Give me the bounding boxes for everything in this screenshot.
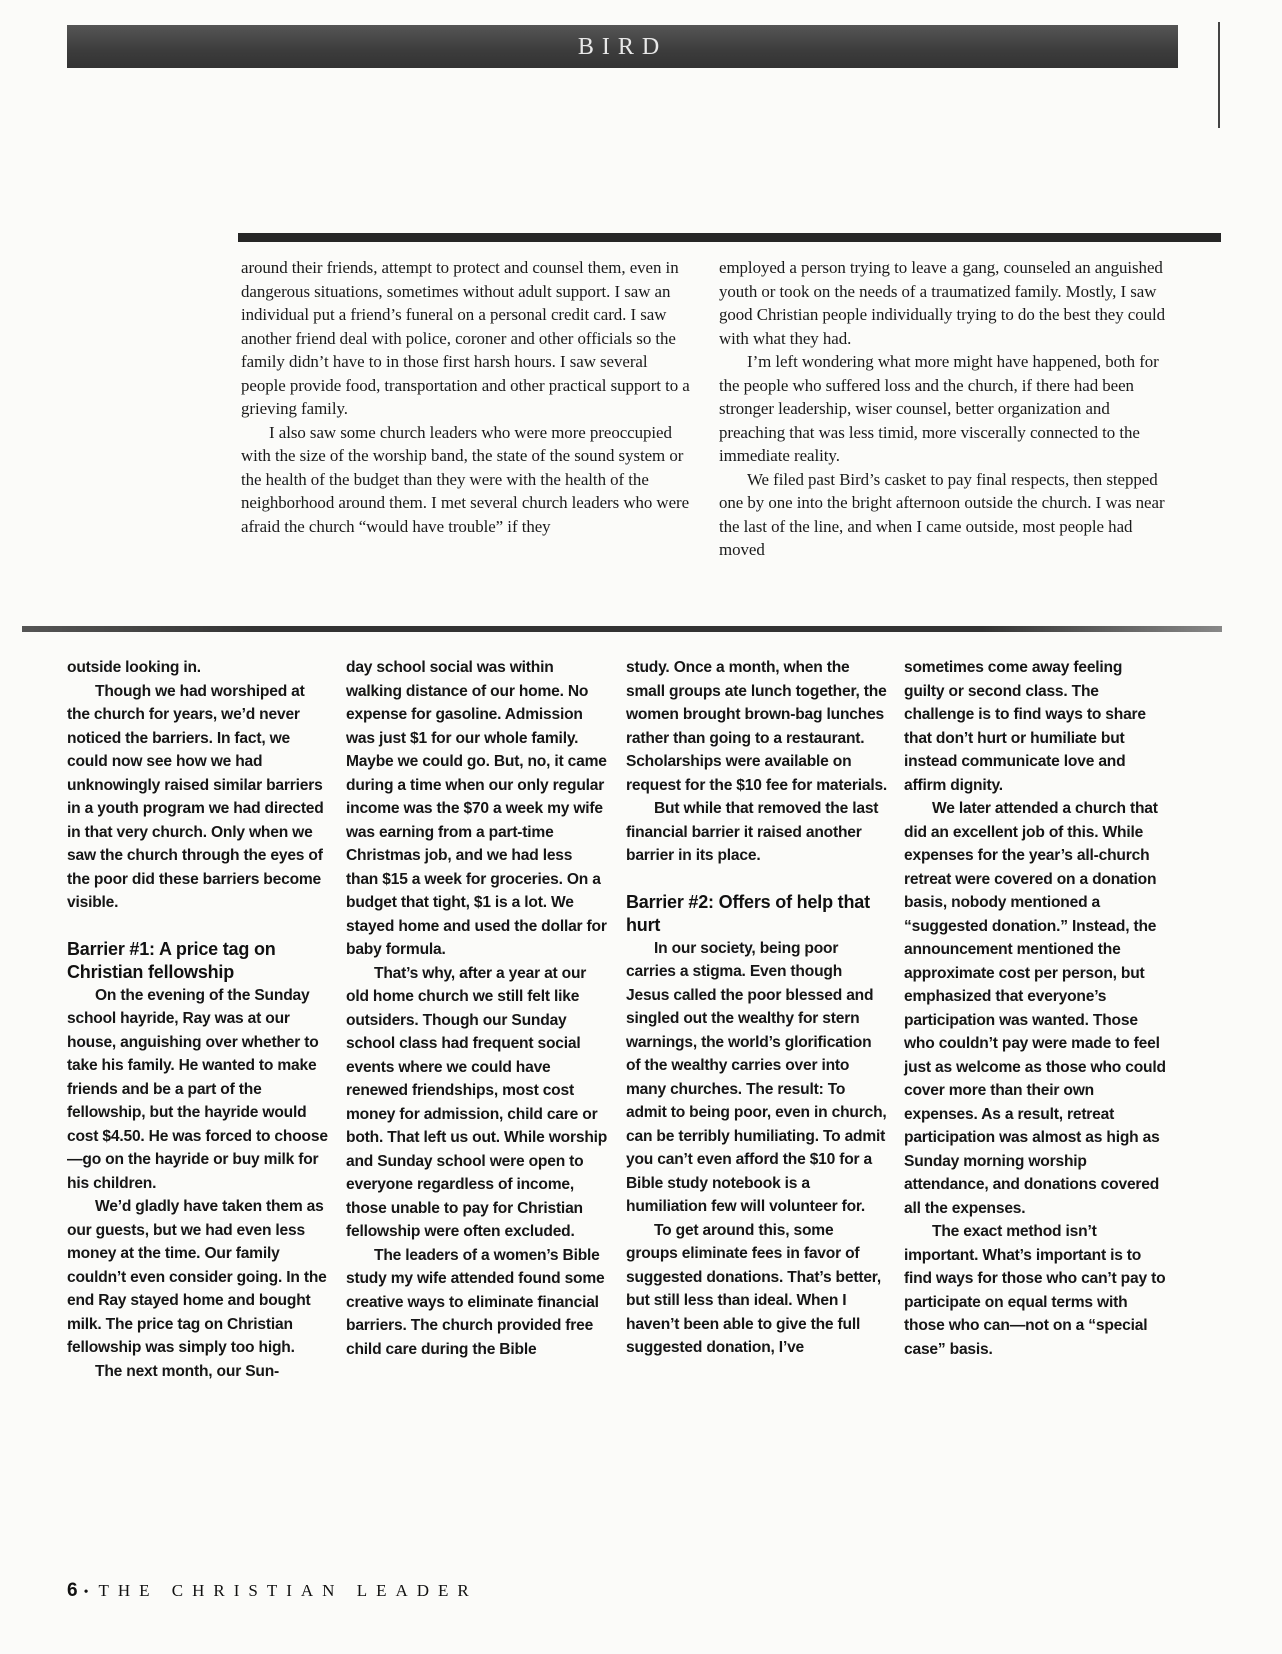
paragraph: The next month, our Sun- [95,1362,280,1380]
paragraph: To get around this, some groups eliminate fees in favor of suggested donations. That’s better, but still less than ideal. When I haven’t been able to give the full suggested donation, I’ve [626,1221,881,1356]
paragraph: In our society, being poor carries a stigma. Even though Jesus called the poor blessed and singled out the wealthy for stern warnings, the world’s glorification of the wealthy carries over into many churches. The result: To admit to being poor, even in church, can be terribly humiliating. To admit you can’t even afford the $10 for a Bible study notebook is a humiliation few will volunteer for. [626,939,887,1215]
paragraph: around their friends, attempt to protect and counsel them, even in dangerous situations, sometimes without adult support. I saw an individual put a friend’s funeral on a personal credit card. I saw another friend deal with police, coroner and other officials so the family didn’t have to in those first harsh hours. I saw several people provide food, transportation and other practical support to a grieving family. [241,258,690,418]
subheading-barrier-1: Barrier #1: A price tag on Christian fellowship [67,938,276,982]
section-title: BIRD [577,34,668,60]
paragraph: That’s why, after a year at our old home church we still felt like outsiders. Though our Sunday school class had frequent social events where we could have renewed friendships, most cost money for admission, child care or both. That left us out. While worship and Sunday school were open to everyone regardless of income, those unable to pay for Christian fellowship were often excluded. [346,964,608,1240]
top-rule [238,233,1221,242]
middle-rule [22,626,1222,632]
lower-column-1 [67,656,329,1383]
subheading-barrier-2: Barrier #2: Offers of help that hurt [626,891,870,935]
section-header-bar [67,25,1178,68]
page-edge-rule [1218,22,1220,128]
bullet-separator: • [83,1585,89,1600]
upper-column-1 [241,256,693,538]
paragraph: On the evening of the Sunday school hayride, Ray was at our house, anguishing over whether to take his family. He wanted to make friends and be a part of the fellowship, but the hayride would cost $4.50. He was forced to choose—go on the hayride or buy milk for his children. [67,986,328,1192]
paragraph: But while that removed the last financial barrier it raised another barrier in its place. [626,800,879,864]
paragraph: study. Once a month, when the small groups ate lunch together, the women brought brown-bag lunches rather than going to a restaurant. Scholarships were available on request for the $10 fee for materials. [626,659,888,794]
paragraph: employed a person trying to leave a gang, counseled an anguished youth or took on the needs of a traumatized family. Mostly, I saw good Christian people individually trying to do the best they could with what they had. [719,258,1166,348]
lower-column-4 [904,656,1166,1361]
upper-column-2 [719,256,1171,562]
paragraph: day school social was within walking distance of our home. No expense for gasoline. Admission was just $1 for our whole family. Maybe we could go. But, no, it came during a time when our only regular income was the $70 a week my wife was earning from a part-time Christmas job, and we had less than $15 a week for groceries. On a budget that tight, $1 is a lot. We stayed home and used the dollar for baby formula. [346,659,607,958]
page-footer [67,1580,478,1602]
paragraph: The exact method isn’t important. What’s important is to find ways for those who can’t pay to participate on equal terms with those who can—not on a “special case” basis. [904,1223,1166,1358]
paragraph: We filed past Bird’s casket to pay final respects, then stepped one by one into the bright afternoon outside the church. I was near the last of the line, and when I came outside, most people had moved [719,469,1165,559]
paragraph: sometimes come away feeling guilty or second class. The challenge is to find ways to share that don’t hurt or humiliate but instead communicate love and affirm dignity. [904,659,1146,794]
paragraph: The leaders of a women’s Bible study my wife attended found some creative ways to eliminate financial barriers. The church provided free child care during the Bible [346,1246,605,1358]
page-number: 6 [67,1580,78,1601]
paragraph: I’m left wondering what more might have happened, both for the people who suffered loss and the church, if there had been stronger leadership, wiser counsel, better organization and preaching that was less timid, more viscerally connected to the immediate reality. [719,352,1159,465]
paragraph: Though we had worshiped at the church for years, we’d never noticed the barriers. In fact, we could now see how we had unknowingly raised similar barriers in a youth program we had directed in that very church. Only when we saw the church through the eyes of the poor did these barriers become visible. [67,682,324,911]
lower-column-2 [346,656,608,1361]
publication-name: THE CHRISTIAN LEADER [98,1581,478,1600]
paragraph: outside looking in. [67,659,201,676]
paragraph: I also saw some church leaders who were more preoccupied with the size of the worship band, the state of the sound system or the health of the budget than they were with the health of the neighborhood around them. I met several church leaders who were afraid the church “would have trouble” if they [241,422,690,536]
paragraph: We later attended a church that did an excellent job of this. While expenses for the year’s all-church retreat were covered on a donation basis, nobody mentioned a “suggested donation.” Instead, the announcement mentioned the approximate cost per person, but emphasized that everyone’s participation was wanted. Those who couldn’t pay were made to feel just as welcome as those who could cover more than their own expenses. As a result, retreat participation was almost as high as Sunday morning worship attendance, and donations covered all the expenses. [904,800,1166,1217]
lower-column-3 [626,656,888,1360]
paragraph: We’d gladly have taken them as our guests, but we had even less money at the time. Our family couldn’t even consider going. In the end Ray stayed home and bought milk. The price tag on Christian fellowship was simply too high. [67,1198,327,1356]
